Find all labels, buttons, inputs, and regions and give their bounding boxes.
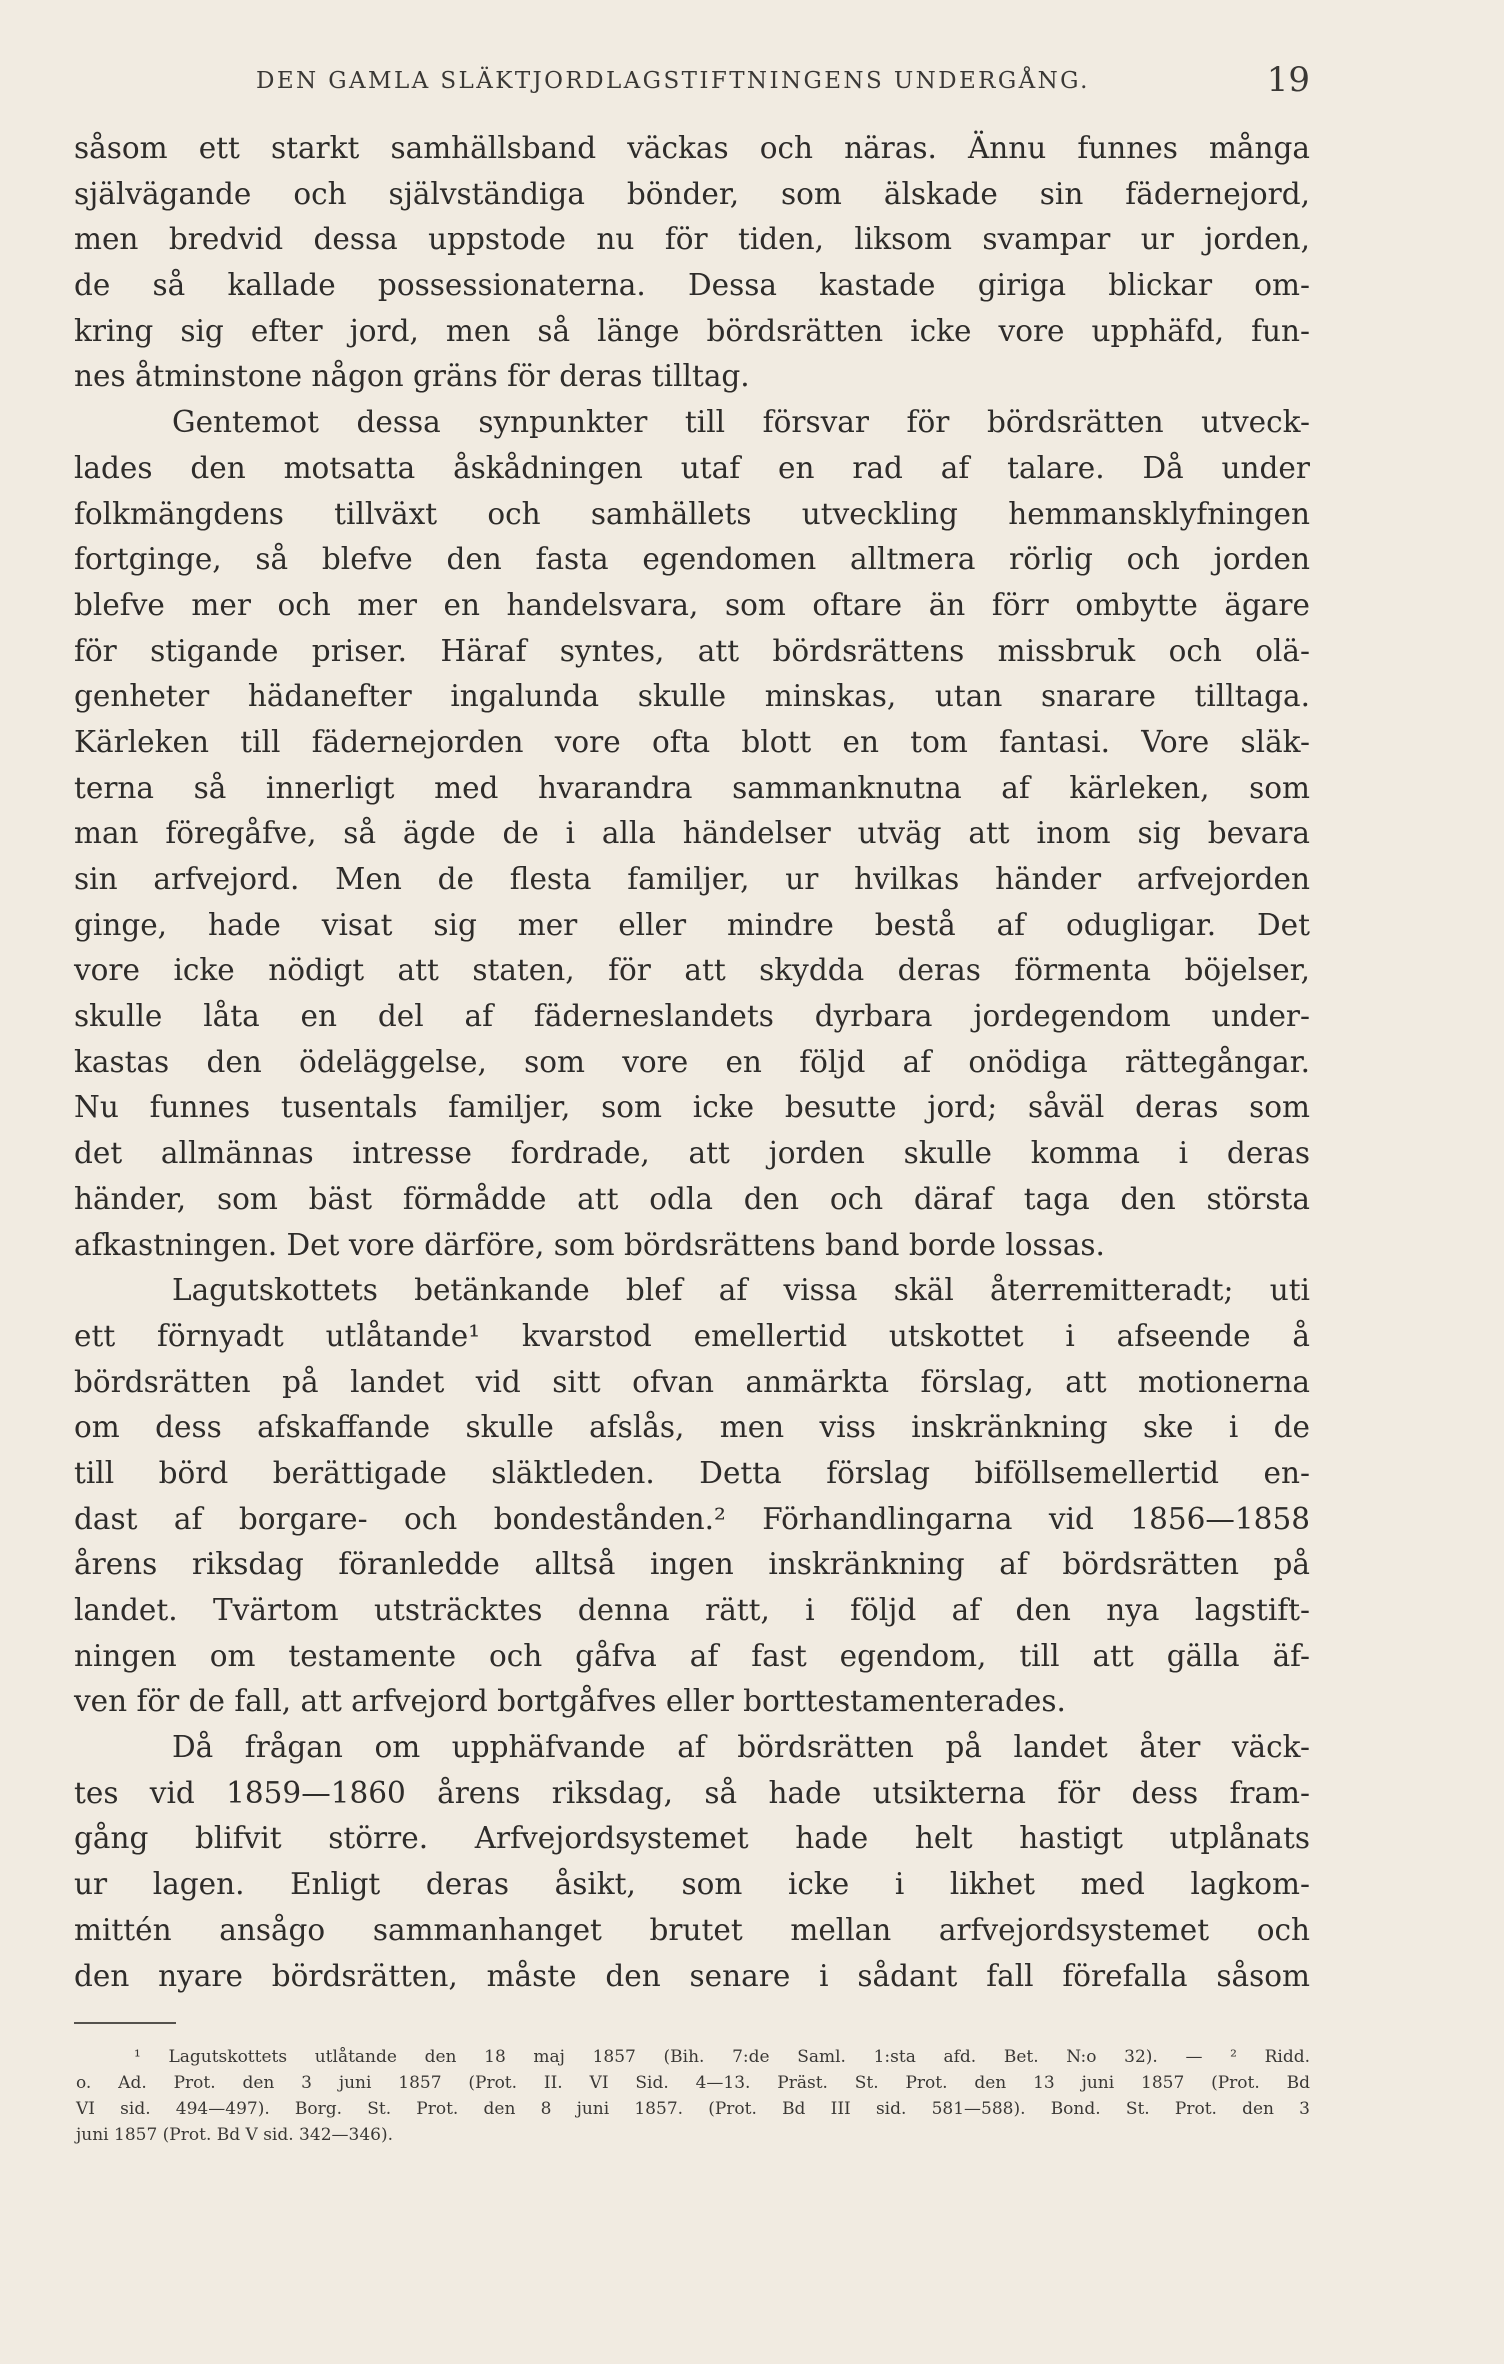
text-line: afkastningen. Det vore därföre, som bördsrättens band borde lossas. [74, 1227, 1105, 1262]
text-line: blefve mer och mer en handelsvara, som oftare än förr ombytte ägare [74, 587, 1310, 622]
text-line: årens riksdag föranledde alltså ingen inskränkning af bördsrätten på [74, 1547, 1310, 1582]
text-line: till börd berättigade släktleden. Detta förslag biföllsemellertid en- [74, 1455, 1310, 1490]
text-line: bördsrätten på landet vid sitt ofvan anmärkta förslag, att motionerna [74, 1364, 1310, 1399]
text-line: nes åtminstone någon gräns för deras tilltag. [74, 359, 750, 394]
text-line: för stigande priser. Häraf syntes, att bördsrättens missbruk och olä- [74, 633, 1310, 668]
running-title: DEN GAMLA SLÄKTJORDLAGSTIFTNINGENS UNDERGÅNG. [256, 68, 1090, 94]
text-line: de så kallade possessionaterna. Dessa kastade giriga blickar om- [74, 268, 1310, 303]
text-line: folkmängdens tillväxt och samhällets utveckling hemmansklyfningen [74, 496, 1310, 531]
text-line: fortginge, så blefve den fasta egendomen alltmera rörlig och jorden [74, 542, 1310, 577]
text-line: mittén ansågo sammanhanget brutet mellan arfvejordsystemet och [74, 1912, 1310, 1947]
text-line: genheter hädanefter ingalunda skulle minskas, utan snarare tilltaga. [74, 679, 1310, 714]
text-line: landet. Tvärtom utsträcktes denna rätt, i följd af den nya lagstift- [74, 1593, 1310, 1627]
text-line: självägande och självständiga bönder, som älskade sin fädernejord, [74, 176, 1310, 211]
text-line: kastas den ödeläggelse, som vore en följd af onödiga rättegångar. [74, 1044, 1310, 1079]
text-line: sin arfvejord. Men de flesta familjer, ur hvilkas händer arfvejorden [74, 862, 1310, 896]
footnote-line: juni 1857 (Prot. Bd V sid. 342—346). [76, 2125, 393, 2145]
text-line: den nyare bördsrätten, måste den senare i sådant fall förefalla såsom [74, 1958, 1310, 1993]
text-line: terna så innerligt med hvarandra sammanknutna af kärleken, som [74, 770, 1310, 805]
text-line: man föregåfve, så ägde de i alla händelser utväg att inom sig bevara [74, 816, 1310, 851]
footnote-line: o. Ad. Prot. den 3 juni 1857 (Prot. II. VI Sid. 4—13. Präst. St. Prot. den 13 juni 1857 (Prot. Bd [76, 2073, 1310, 2093]
text-line: Nu funnes tusentals familjer, som icke besutte jord; såväl deras som [74, 1090, 1310, 1125]
body-text [74, 126, 1310, 1999]
text-line: ven för de fall, att arfvejord bortgåfves eller borttestamenterades. [74, 1684, 1066, 1719]
text-line: ningen om testamente och gåfva af fast egendom, till att gälla äf- [74, 1638, 1310, 1673]
text-line: om dess afskaffande skulle afslås, men viss inskränkning ske i de [74, 1410, 1310, 1445]
text-line: händer, som bäst förmådde att odla den och däraf taga den största [74, 1181, 1310, 1216]
page-number: 19 [1266, 60, 1310, 100]
footnote-line: ¹ Lagutskottets utlåtande den 18 maj 1857 (Bih. 7:de Saml. 1:sta afd. Bet. N:o 32). — ² Ridd. [134, 2047, 1310, 2067]
footnote-divider [74, 2022, 176, 2024]
paragraph-start-line: Då frågan om upphäfvande af bördsrätten på landet åter väck- [172, 1730, 1310, 1765]
text-line: dast af borgare- och bondestånden.² Förhandlingarna vid 1856—1858 [74, 1501, 1310, 1536]
paragraph-start-line: Gentemot dessa synpunkter till försvar för bördsrätten utveck- [172, 405, 1310, 440]
paragraph-start-line: Lagutskottets betänkande blef af vissa skäl återremitteradt; uti [172, 1273, 1310, 1308]
footnotes [76, 2044, 1310, 2148]
text-line: det allmännas intresse fordrade, att jorden skulle komma i deras [74, 1136, 1310, 1171]
text-line: såsom ett starkt samhällsband väckas och näras. Ännu funnes många [74, 131, 1310, 165]
text-line: vore icke nödigt att staten, för att skydda deras förmenta böjelser, [74, 953, 1310, 988]
running-header [256, 60, 1310, 100]
text-line: ur lagen. Enligt deras åsikt, som icke i likhet med lagkom- [74, 1867, 1310, 1902]
footnote-line: VI sid. 494—497). Borg. St. Prot. den 8 juni 1857. (Prot. Bd III sid. 581—588). Bond. St. Prot. den 3 [76, 2099, 1310, 2119]
text-line: gång blifvit större. Arfvejordsystemet hade helt hastigt utplånats [74, 1821, 1310, 1856]
text-line: Kärleken till fädernejorden vore ofta blott en tom fantasi. Vore släk- [74, 724, 1310, 759]
text-line: kring sig efter jord, men så länge bördsrätten icke vore upphäfd, fun- [74, 313, 1310, 348]
text-line: ett förnyadt utlåtande¹ kvarstod emellertid utskottet i afseende å [74, 1318, 1310, 1353]
text-line: men bredvid dessa uppstode nu för tiden, liksom svampar ur jorden, [74, 222, 1310, 257]
text-line: skulle låta en del af fäderneslandets dyrbara jordegendom under- [74, 999, 1310, 1034]
text-line: lades den motsatta åskådningen utaf en rad af talare. Då under [74, 450, 1310, 485]
text-line: ginge, hade visat sig mer eller mindre bestå af odugligar. Det [74, 907, 1310, 942]
text-line: tes vid 1859—1860 årens riksdag, så hade utsikterna för dess fram- [74, 1775, 1310, 1810]
